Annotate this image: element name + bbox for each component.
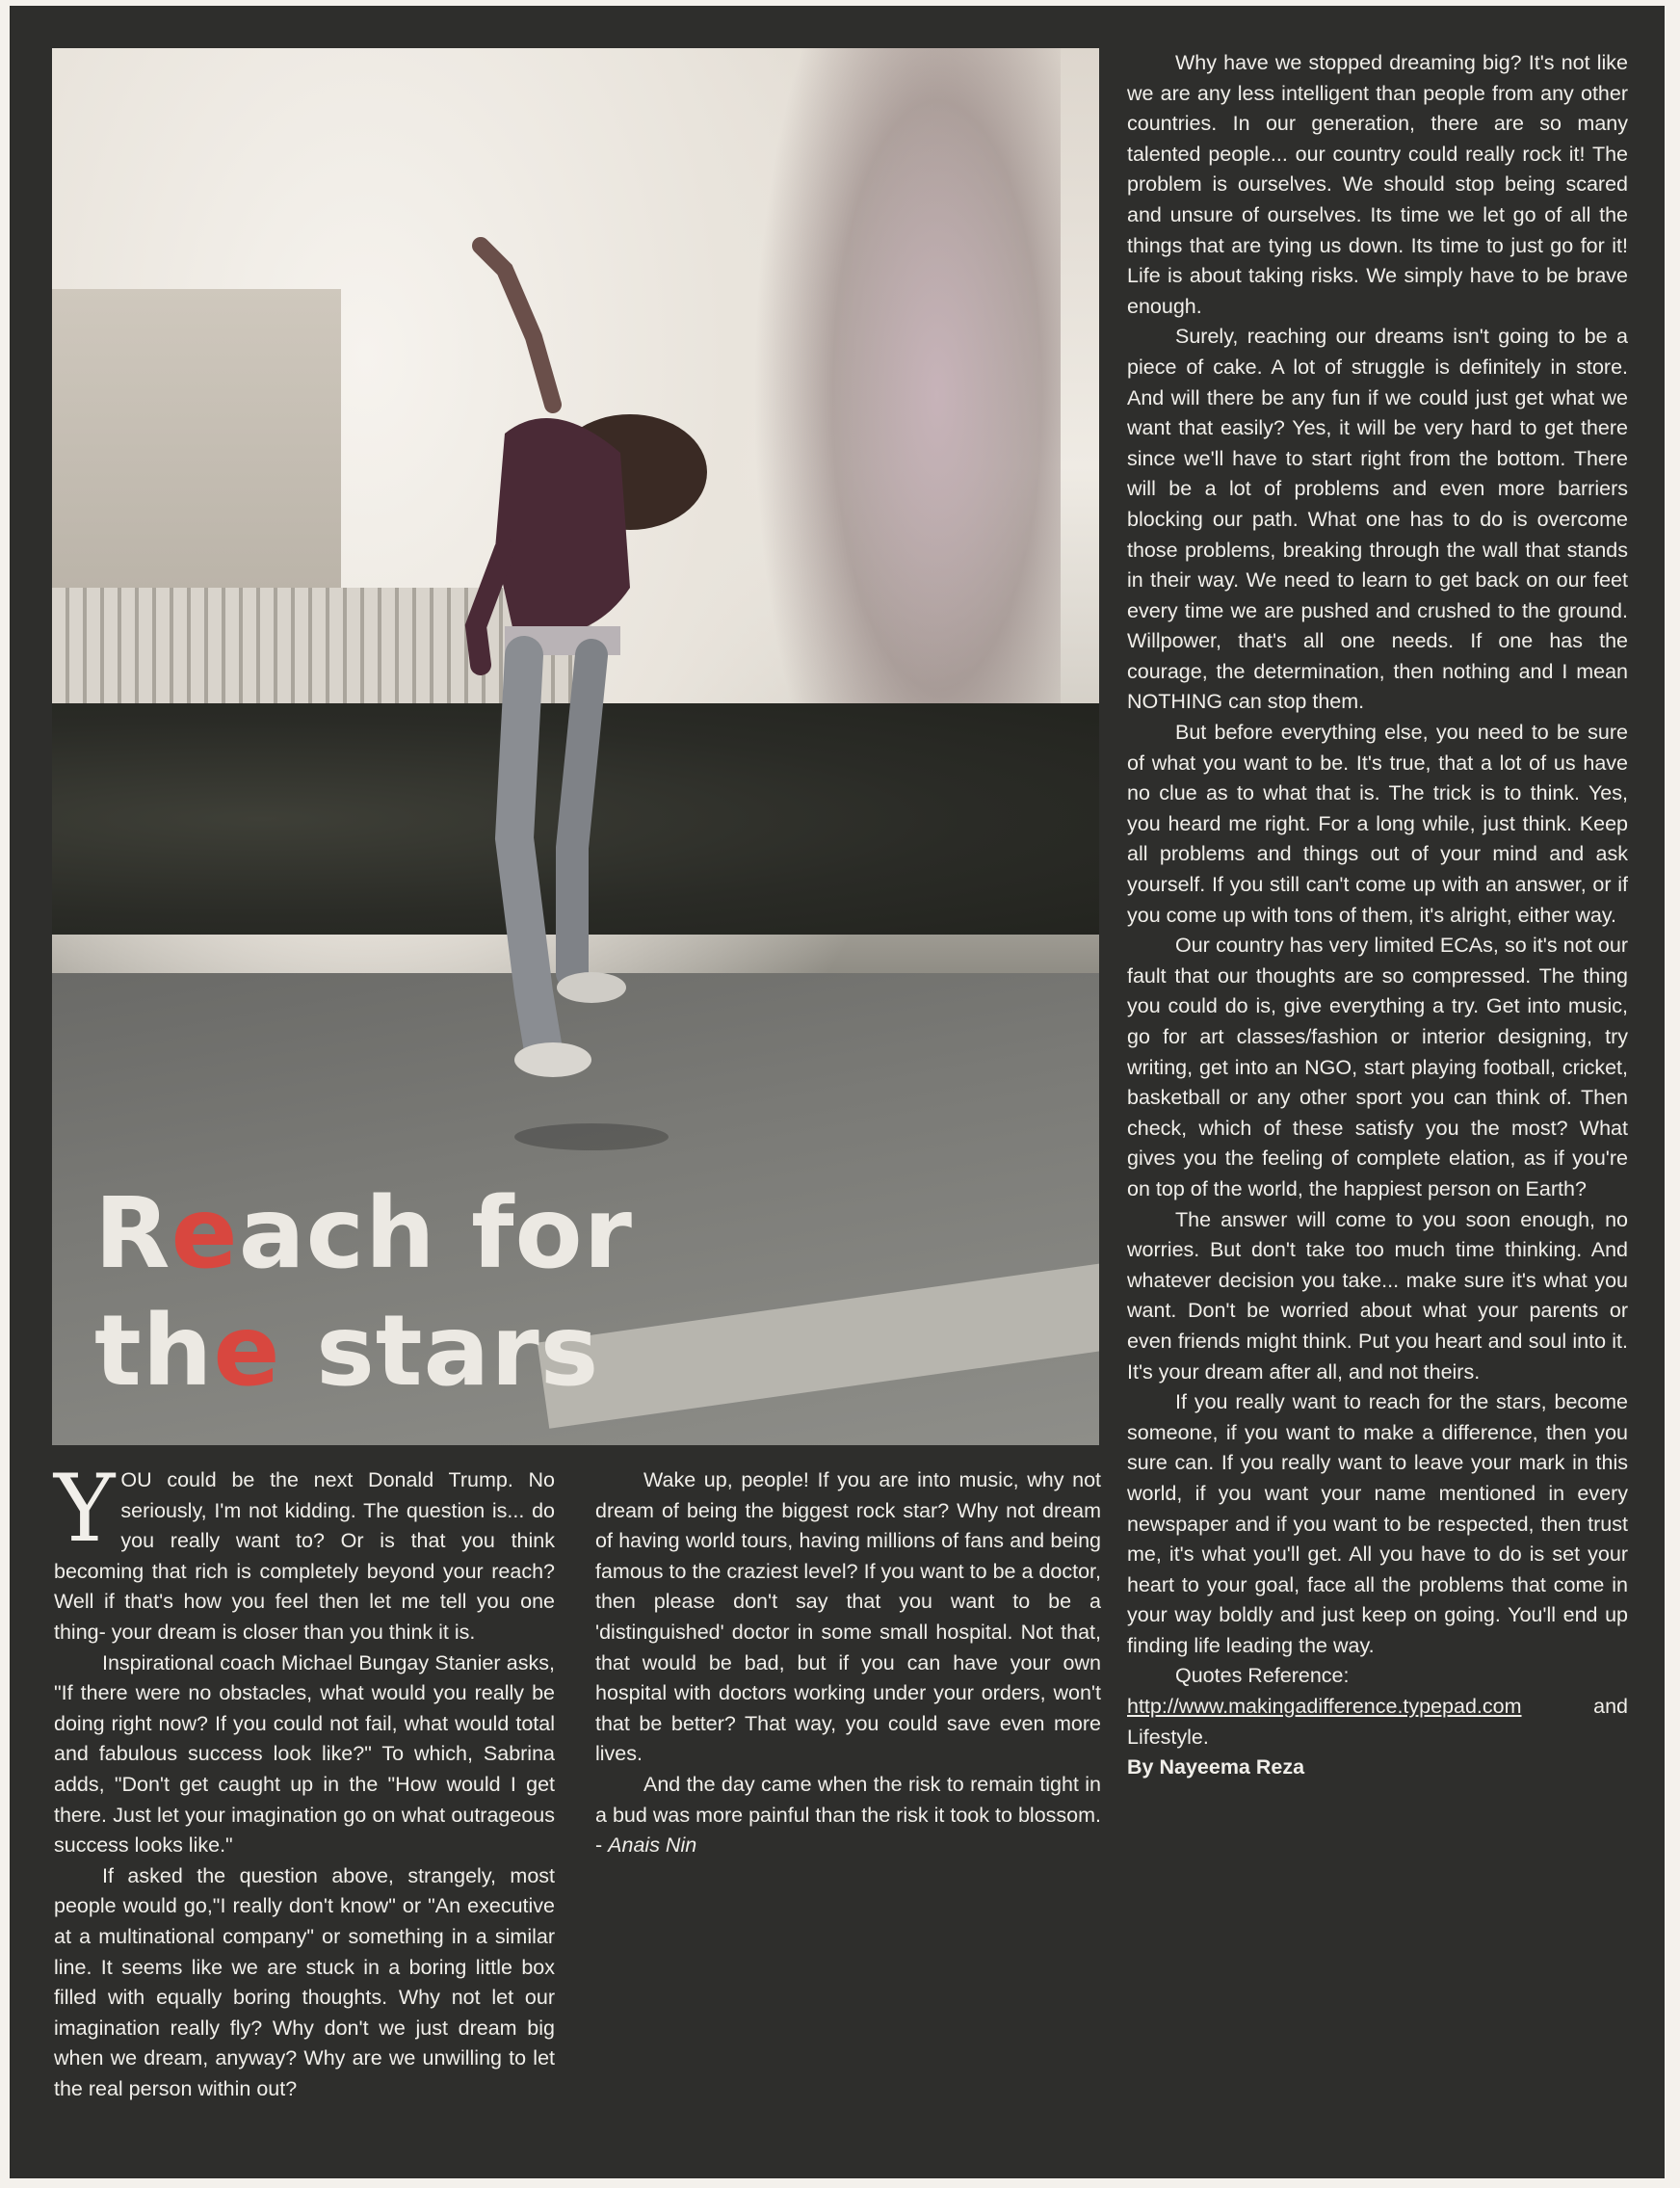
quotes-reference (1127, 1692, 1628, 1753)
headline-text: ach for (238, 1176, 633, 1291)
article-headline (94, 1175, 769, 1410)
article-paragraph (54, 1455, 555, 1648)
drop-cap: Y (54, 1455, 116, 1563)
quote-author: Anais Nin (608, 1833, 697, 1858)
article-paragraph: Surely, reaching our dreams isn't going to be a piece of cake. A lot of struggle is definitely in store. And will there be any fun if we could just get what we want that easily? Yes, it will be very hard to get there since we'll have to start right from the bottom. There will be a lot of problems and even more barriers blocking our path. What one has to do is overcome those problems, breaking through the wall that stands in their way. We need to learn to get back on our feet every time we are pushed and crushed to the ground. Willpower, that's all one needs. If one has the courage, the determination, then nothing and I mean NOTHING can stop them. (1127, 325, 1628, 714)
article-paragraph: If asked the question above, strangely, most people would go,"I really don't know" or "An executive at a multinational company" or something in a similar line. It seems like we are stuck in a boring little box filled with equally boring thoughts. Why not let our imagination really fly? Why don't we just dream big when we dream, anyway? Why are we unwilling to let the real person within out? (54, 1863, 555, 2100)
headline-text: R (94, 1176, 171, 1291)
headline-accent-letter: e (213, 1294, 281, 1409)
article-paragraph: Wake up, people! If you are into music, why not dream of being the biggest rock star? Why not dream of having world tours, having millions of fans and being famous to the craziest level? If you want to be a doctor, then please don't say that you want to be a 'distinguished' doctor in some small hospital. Not that, that would be bad, but if you can have your own hospital with doctors working under your orders, won't that be better? That way, you could save even more lives. (595, 1468, 1101, 1766)
article-column-3 (1127, 48, 1628, 1783)
article-paragraph: But before everything else, you need to be sure of what you want to be. It's true, that a lot of us have no clue as to what that is. The trick is to think. Yes, you heard me right. For a long while, just think. Keep all problems and things out of your mind and ask yourself. If you still can't come up with an answer, or if you come up with tons of them, it's alright, either way. (1127, 721, 1628, 927)
article-column-1 (54, 1455, 555, 2104)
quotes-reference-label: Quotes Reference: (1175, 1664, 1350, 1688)
article-quote (595, 1770, 1101, 1861)
article-paragraph: If you really want to reach for the stars, become someone, if you want to make a difference, then you sure can. If you really want to leave your mark in this world, if you want your name mentioned in every newspaper and if you want to be respected, then trust me, it's what you'll get. All you have to do is set your heart to your goal, face all the problems that come in your way boldly and just keep on going. You'll end up finding life leading the way. (1127, 1390, 1628, 1657)
headline-accent-letter: e (171, 1176, 239, 1291)
article-paragraph: The answer will come to you soon enough, no worries. But don't take too much time thinking. And whatever decision you take... make sure it's what you want. Don't be worried about what your parents or even friends might think. Put you heart and soul into it. It's your dream after all, and not theirs. (1127, 1207, 1628, 1384)
headline-line-2 (94, 1293, 769, 1410)
paragraph-text: OU could be the next Donald Trump. No seriously, I'm not kidding. The question is... do you really want to? Or is that you think becoming that rich is completely beyond your reach? Well if that's how you feel then let me tell you one thing- your dream is closer than you think it is. (54, 1468, 555, 1644)
author-byline: By Nayeema Reza (1127, 1755, 1305, 1779)
article-paragraph: Our country has very limited ECAs, so it's not our fault that our thoughts are so compressed. The thing you could do is, give everything a try. Get into music, go for art classes/fashion or interior designing, try writing, get into an NGO, start playing football, cricket, basketball or any other sport you can think of. Then check, which of these satisfy you the most? What gives you the feeling of complete elation, as if you're on top of the world, the happiest person on Earth? (1127, 934, 1628, 1200)
headline-text: th (94, 1294, 214, 1409)
article-paragraph: Inspirational coach Michael Bungay Stanier asks, "If there were no obstacles, what would you really be doing right now? If you could not fail, what would total and fabulous success look like?" To which, Sabrina adds, "Don't get caught up in the "How would I get there. Just let your imagination go on what outrageous success looks like." (54, 1650, 555, 1858)
article-column-2 (595, 1465, 1101, 1861)
quote-text: And the day came when the risk to remain tight in a bud was more painful than the risk it took to blossom. - (595, 1772, 1101, 1858)
headline-line-1 (94, 1175, 769, 1293)
article-paragraph: Why have we stopped dreaming big? It's not like we are any less intelligent than people from any other countries. In our generation, there are so many talented people... our country could really rock it! The problem is ourselves. We should stop being scared and unsure of ourselves. Its time we let go of all the things that are tying us down. Its time to just go for it! Life is about taking risks. We simply have to be brave enough. (1127, 51, 1628, 318)
reference-tail: and Lifestyle. (1127, 1695, 1628, 1749)
headline-text: stars (280, 1294, 600, 1409)
reference-link[interactable]: http://www.makingadifference.typepad.com (1127, 1695, 1522, 1719)
newspaper-page (10, 6, 1665, 2178)
article-photo (52, 48, 1099, 1445)
